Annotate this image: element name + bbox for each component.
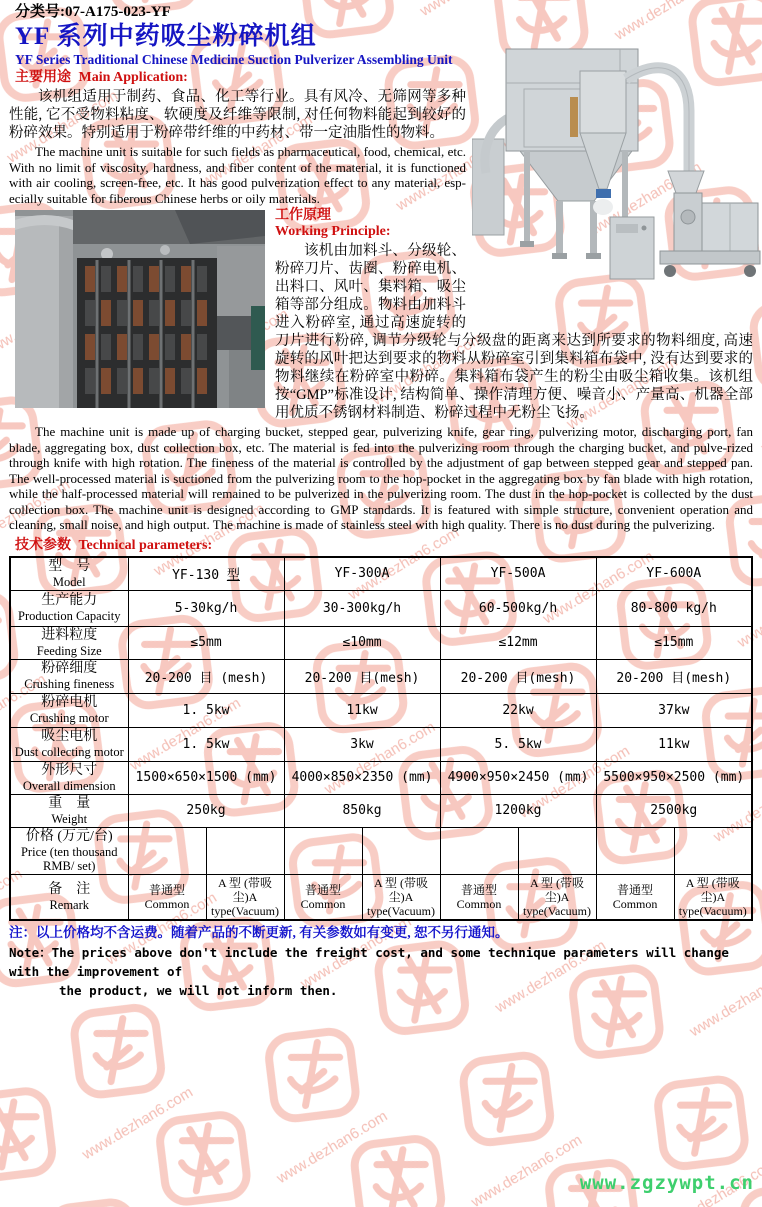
row-label-zh: 生产能力 [41,593,98,608]
table-cell: 20-200 目(mesh) [284,659,440,693]
table-cell [128,827,206,874]
note-en [9,943,753,1000]
table-cell: 80-800 kg/h [596,590,752,626]
table-cell: 5. 5kw [440,727,596,761]
row-label-en: Dust collecting motor [14,745,124,759]
row-label [10,794,128,827]
table-row [10,727,752,761]
row-label-zh: 价格 (万元/台) [25,828,113,844]
row-label-zh: 备 注 [48,881,91,897]
website-link[interactable]: www.zgzywpt.cn [579,1172,754,1194]
row-label [10,693,128,727]
table-cell: YF-500A [440,557,596,591]
row-label [10,761,128,794]
row-label-en: Production Capacity [18,609,121,623]
table-cell: 250kg [128,794,284,827]
section-heading-technical [15,535,753,554]
page-subtitle: YF Series Traditional Chinese Medicine Suction Pulverizer Assembling Unit [15,52,453,67]
row-label [10,557,128,591]
rotor-illustration [15,210,265,408]
table-row [10,659,752,693]
heading-technical-en: Technical parameters: [78,537,213,553]
table-cell: 2500kg [596,794,752,827]
table-cell: 普通型 Common [596,874,674,920]
row-label-zh: 粉碎细度 [41,661,98,676]
row-label-en: Crushing motor [29,711,109,725]
table-cell: 1. 5kw [128,693,284,727]
table-row [10,827,752,874]
table-cell: 11kw [284,693,440,727]
table-cell: 1500×650×1500 (mm) [128,761,284,794]
table-cell [596,827,674,874]
assembling-unit-illustration [472,21,762,316]
table-cell: 11kw [596,727,752,761]
table-cell: ≤10mm [284,626,440,659]
row-label [10,659,128,693]
table-cell: ≤12mm [440,626,596,659]
assembling-unit-photo [472,21,762,316]
row-label-zh: 粉碎电机 [41,695,98,710]
page-title: YF 系列中药吸尘粉碎机组 [15,23,317,50]
row-label-zh: 型 号 [48,558,91,574]
note-en-line1: Note：The prices above don't include the freight cost, and some technique parameters will change with the improvement of [9,944,729,979]
table-cell [674,827,752,874]
heading-technical-zh: 技术参数 [15,537,71,553]
table-cell: ≤5mm [128,626,284,659]
row-label-en: Feeding Size [36,643,102,658]
technical-parameters-table [9,556,753,921]
note-zh: 注：以上价格均不含运费。随着产品的不断更新, 有关参数如有变更, 恕不另行通知。 [9,924,509,940]
heading-working-principle-en: Working Principle: [275,224,391,239]
row-label-zh: 重 量 [48,795,91,811]
application-body-zh: 该机组适用于制药、食品、化工等行业。具有风冷、无筛网等多种性能, 它不受物料粘度、软硬度及纤维等限制, 对任何物料能起到较好的粉碎效果。特别适用于粉碎带纤维的中药材、带一定油脂性的物料。 [9,89,466,141]
table-cell: 普通型 Common [128,874,206,920]
row-label-en: Price (ten thousand RMB/ set) [20,844,118,873]
table-row [10,557,752,591]
table-cell: 普通型 Common [440,874,518,920]
row-label-zh: 进料粒度 [41,627,98,643]
row-label [10,727,128,761]
row-label-en: Weight [51,811,88,826]
table-cell [362,827,440,874]
heading-application-zh: 主要用途 [15,70,71,85]
note-en-line2: the product, we will not inform then. [59,982,338,998]
table-row [10,626,752,659]
table-row [10,761,752,794]
row-label-zh: 外形尺寸 [41,762,98,778]
table-cell: 30-300kg/h [284,590,440,626]
table-cell: A 型 (带吸尘)A type(Vacuum) [518,874,596,920]
heading-application-en: Main Application: [78,70,188,85]
table-cell: 20-200 目 (mesh) [128,659,284,693]
table-cell: 4900×950×2450 (mm) [440,761,596,794]
table-cell: YF-130 型 [128,557,284,591]
row-label [10,590,128,626]
table-row [10,693,752,727]
row-label-en: Crushing fineness [24,677,115,691]
table-cell: ≤15mm [596,626,752,659]
table-cell: 37kw [596,693,752,727]
table-row [10,874,752,920]
row-label-en: Overall dimension [22,778,116,793]
table-row [10,590,752,626]
heading-working-principle-zh: 工作原理 [275,208,331,223]
working-principle-body-en: The machine unit is made up of charging bucket, stepped gear, pulverizing knife, gear ring, pulverizing motor, discharging port, fan blade, aggregating box, dust collection box, etc. The material is fed into the pulverizing room through the charging bucket, and pulve-rized through knife with high rotation. The fineness of the material is controlled by the adjustment of gap between stepped gear and stepped pan. The well-processed material is suctioned from the pulverizing room to the hop-pocket in the aggregating box by fan blade with high rotation, while the half-processed material will remained to be pulverized in the pulverizing room. The dust in the hop-pocket is collected by the dust collection box. The machine unit is designed according to GMP standards. It is featured with simple structure, convenient operation and cleaning, small noise, and high output. The machine is made of stainless steel with high quality. There is no dust during the pulverizing. [9,424,753,532]
table-cell: 普通型 Common [284,874,362,920]
table-cell: YF-600A [596,557,752,591]
table-cell [206,827,284,874]
rotor-closeup-photo [15,210,265,408]
working-principle-body-zh: 该机由加料斗、分级轮、粉碎刀片、齿圈、粉碎电机、出料口、风叶、集料箱、吸尘箱等部分组成。物料由加料斗进入粉碎室, 通过高速旋转的刀片进行粉碎, 调节分级轮与分级盘的距离来达到所要求的物料细度, 高速旋转的风叶把达到要求的物料从粉碎室引到集料箱布袋中, 没有达到要求的物料继续在粉碎室中粉碎。集料箱布袋产生的粉尘由吸尘箱收集。该机组按“GMP”标准设计, 结构简单、操作清理方便、噪音小、产量高、机器全部用优质不锈钢材料制造、粉碎过程中无粉尘飞扬。 [275,243,753,421]
table-cell: A 型 (带吸尘)A type(Vacuum) [362,874,440,920]
classification-number: 分类号:07-A175-023-YF [15,4,171,20]
application-body-en: The machine unit is suitable for such fields as pharmaceutical, food, chemical, etc. With no limit of viscosity, hardness, and fiber content of the material, it is functioned with air cooling, screen-free, etc. It has good pulverization effect to any material, esp-ecially suitable for fiberous Chinese herbs or oily materials. [9,144,466,206]
table-cell: 4000×850×2350 (mm) [284,761,440,794]
row-label-en: Remark [49,897,90,912]
table-cell: 20-200 目(mesh) [596,659,752,693]
row-label [10,827,128,874]
table-cell [284,827,362,874]
table-cell: 1200kg [440,794,596,827]
table-row [10,794,752,827]
table-cell: 5500×950×2500 (mm) [596,761,752,794]
table-cell: A 型 (带吸尘)A type(Vacuum) [206,874,284,920]
table-cell: 1. 5kw [128,727,284,761]
table-cell: 3kw [284,727,440,761]
table-cell [518,827,596,874]
table-cell: 22kw [440,693,596,727]
row-label-zh: 吸尘电机 [41,729,98,744]
table-cell: 20-200 目(mesh) [440,659,596,693]
table-cell: 5-30kg/h [128,590,284,626]
row-label [10,874,128,920]
table-cell: YF-300A [284,557,440,591]
row-label-en: Model [52,574,86,589]
table-cell [440,827,518,874]
table-cell: 850kg [284,794,440,827]
table-cell: A 型 (带吸尘)A type(Vacuum) [674,874,752,920]
table-cell: 60-500kg/h [440,590,596,626]
row-label [10,626,128,659]
